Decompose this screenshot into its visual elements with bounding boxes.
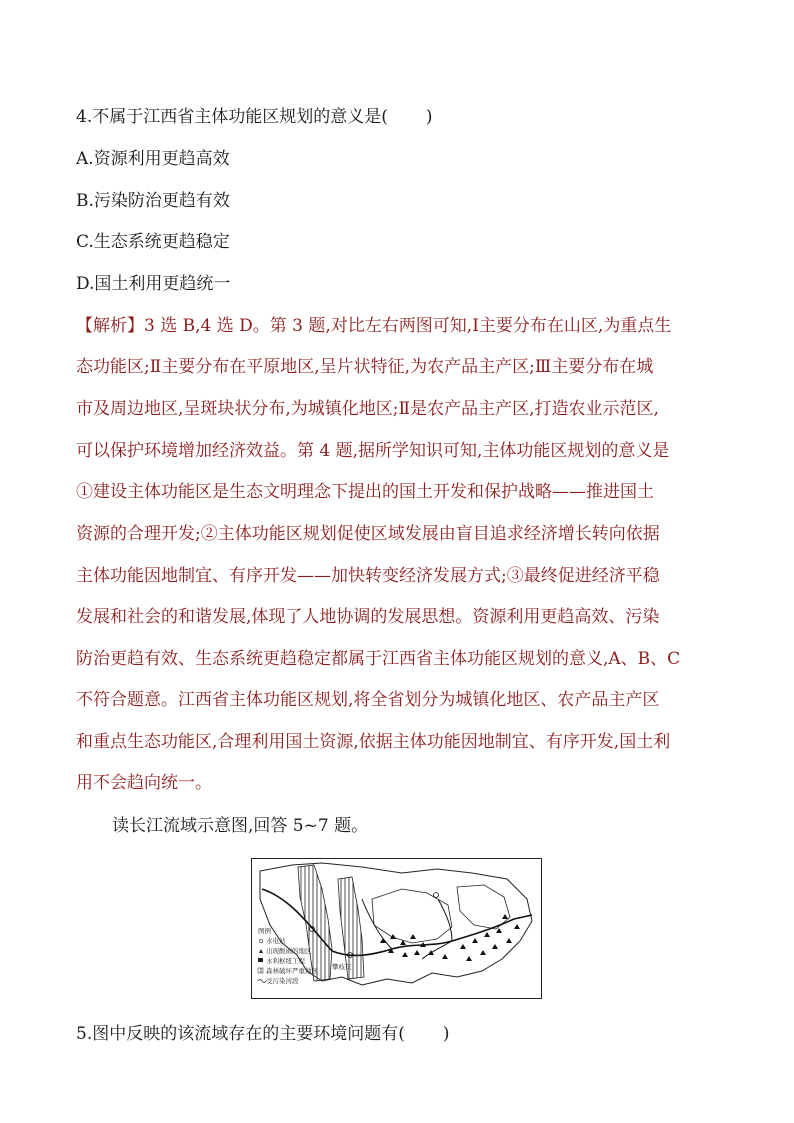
analysis-line: 发展和社会的和谐发展,体现了人地协调的发展思想。资源利用更趋高效、污染 [76,607,660,627]
analysis-line: 不符合题意。江西省主体功能区规划,将全省划分为城镇化地区、农产品主产区 [76,690,660,710]
analysis-line: 资源的合理开发;②主体功能区规划促使区域发展由盲目追求经济增长转向依据 [76,524,660,544]
legend-hydro: 水电站 [266,937,286,945]
legend-polluted: 受污染河段 [266,977,299,985]
analysis-line: 态功能区;Ⅱ主要分布在平原地区,呈片状特征,为农产品主产区;Ⅲ主要分布在城 [76,357,654,377]
analysis-line: 主体功能因地制宜、有序开发——加快转变经济发展方式;③最终促进经济平稳 [76,566,660,586]
analysis-line: 可以保护环境增加经济效益。第 4 题,据所学知识可知,主体功能区规划的意义是 [76,441,670,461]
map-svg [252,859,540,997]
legend-acid-rain: 出现酸雨的地区 [266,947,312,955]
q4-option-a: A.资源利用更趋高效 [76,149,230,169]
yangtze-basin-map [251,858,542,999]
q4-option-d: D.国土利用更趋统一 [76,274,231,294]
q4-stem: 4.不属于江西省主体功能区规划的意义是( ) [76,107,433,127]
legend-forest: 森林破坏严重地区 [266,967,318,975]
acid-rain-markers [380,914,520,961]
analysis-line: 市及周边地区,呈斑块状分布,为城镇化地区;Ⅱ是农产品主产区,打造农业示范区, [76,399,659,419]
analysis-line: 用不会趋向统一。 [76,773,212,793]
analysis-line: ①建设主体功能区是生态文明理念下提出的国土开发和保护战略——推进国土 [76,482,654,502]
analysis-line: 防治更趋有效、生态系统更趋稳定都属于江西省主体功能区规划的意义,A、B、C [76,649,681,669]
city-label-panzhihua: 攀枝花 [332,963,352,971]
analysis-line: 和重点生态功能区,合理利用国土资源,依据主体功能因地制宜、有序开发,国土利 [76,732,671,752]
q4-option-b: B.污染防治更趋有效 [76,191,230,211]
legend-water-project: 水利枢纽工程 [266,957,305,965]
q5-stem: 5.图中反映的该流域存在的主要环境问题有( ) [76,1024,450,1044]
analysis-line: 【解析】3 选 B,4 选 D。第 3 题,对比左右两图可知,Ⅰ主要分布在山区,为重点生 [76,316,672,336]
q4-option-c: C.生态系统更趋稳定 [76,232,230,252]
figure-intro: 读长江流域示意图,回答 5~7 题。 [112,816,369,836]
legend-title: 图例 [258,927,271,935]
